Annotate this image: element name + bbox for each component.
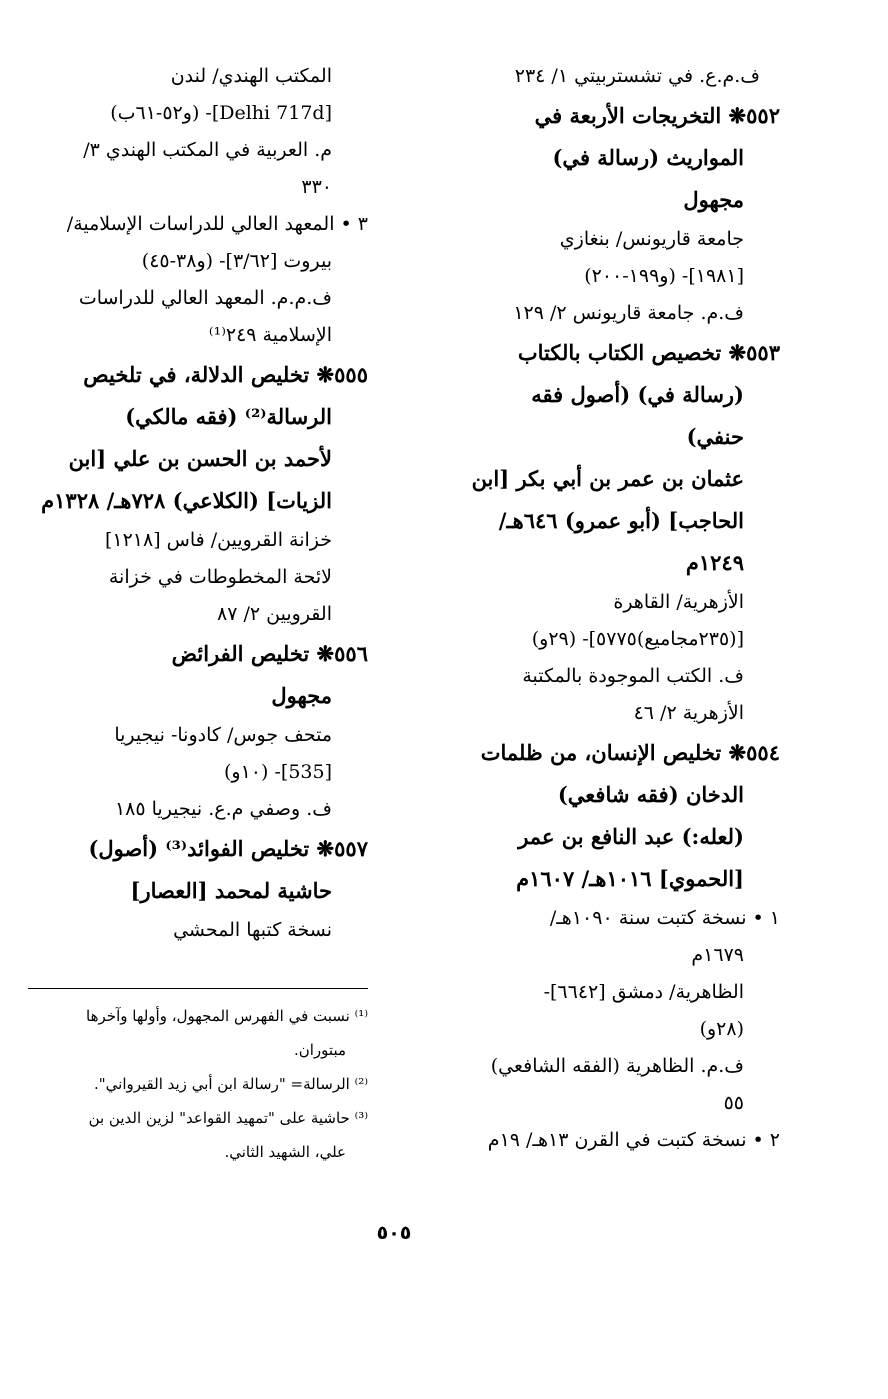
left-column-line: لائحة المخطوطات في خزانة bbox=[108, 566, 332, 588]
right-column-line: ١٦٧٩م bbox=[691, 944, 744, 966]
left-column-line: مجهول bbox=[271, 683, 332, 708]
left-column-line: ٥٥٥❋ تخليص الدلالة، في تلخيص bbox=[83, 362, 368, 387]
left-column-line: ف.م.م. المعهد العالي للدراسات bbox=[78, 287, 332, 309]
left-column-line: ٥٥٦❋ تخليص الفرائض bbox=[171, 641, 368, 666]
right-column-line: ٥٥٢❋ التخريجات الأربعة في bbox=[534, 103, 780, 128]
right-column-line: الأزهرية ٢/ ٤٦ bbox=[633, 702, 744, 724]
left-column-line: [Delhi 717d]- (و٥٢-٦١ب) bbox=[110, 102, 332, 124]
right-column-line: ٢ • نسخة كتبت في القرن ١٣هـ/ ١٩م bbox=[487, 1129, 780, 1151]
right-column-line: (لعله:) عبد النافع بن عمر bbox=[518, 824, 744, 849]
right-column-line: ف.م.ع. في تشستربيتي ١/ ٢٣٤ bbox=[514, 65, 760, 87]
right-column-line: ١٢٤٩م bbox=[685, 550, 744, 575]
right-column-line: [الحموي] ١٠١٦هـ/ ١٦٠٧م bbox=[516, 866, 744, 891]
left-column-line: متحف جوس/ كادونا- نيجيريا bbox=[114, 724, 332, 746]
left-column-line: ٣ • المعهد العالي للدراسات الإسلامية/ bbox=[66, 213, 368, 235]
left-column-line: [535]- (١٠و) bbox=[224, 761, 332, 783]
right-column-line: ١ • نسخة كتبت سنة ١٠٩٠هـ/ bbox=[549, 907, 780, 929]
right-column-line: جامعة قاريونس/ بنغازي bbox=[559, 228, 744, 250]
left-column-line: ٣٣٠ bbox=[301, 176, 332, 198]
right-column-line: ف. الكتب الموجودة بالمكتبة bbox=[522, 665, 744, 687]
right-column-line: (٢٨و) bbox=[699, 1018, 744, 1040]
right-column-line: المواريث (رسالة في) bbox=[552, 145, 744, 170]
left-column-line: حاشية لمحمد [العصار] bbox=[130, 878, 332, 903]
left-column-line: القرويين ٢/ ٨٧ bbox=[217, 603, 332, 625]
right-column-line: الدخان (فقه شافعي) bbox=[557, 782, 744, 807]
footnote-line: ⁽³⁾ حاشية على "تمهيد القواعد" لزين الدين بن bbox=[88, 1109, 368, 1127]
left-column-line: الإسلامية ٢٤٩⁽¹⁾ bbox=[208, 324, 332, 346]
right-column-line: ٥٥ bbox=[723, 1092, 744, 1114]
left-column-line: الزيات] (الكلاعي) ٧٢٨هـ/ ١٣٢٨م bbox=[41, 488, 332, 513]
right-column-line: الأزهرية/ القاهرة bbox=[613, 591, 744, 613]
left-column-line: م. العربية في المكتب الهندي ٣/ bbox=[83, 139, 332, 161]
left-column-line: ٥٥٧❋ تخليص الفوائد⁽³⁾ (أصول) bbox=[88, 836, 368, 861]
right-column bbox=[412, 58, 780, 1159]
footnote-line: ⁽²⁾ الرسالة= "رسالة ابن أبي زيد القيرواني". bbox=[93, 1075, 368, 1093]
right-column-line: ف.م. جامعة قاريونس ٢/ ١٢٩ bbox=[513, 302, 744, 324]
right-column-line: ٥٥٤❋ تخليص الإنسان، من ظلمات bbox=[480, 740, 780, 765]
left-column-line: الرسالة⁽²⁾ (فقه مالكي) bbox=[125, 404, 332, 429]
right-column-line: عثمان بن عمر بن أبي بكر [ابن bbox=[471, 466, 744, 491]
footnotes bbox=[28, 988, 368, 1169]
right-column-line: (رسالة في) (أصول فقه bbox=[531, 382, 744, 407]
left-column-line: بيروت [٣/٦٢]- (و٣٨-٤٥) bbox=[141, 250, 332, 272]
left-column-line: نسخة كتبها المحشي bbox=[173, 919, 332, 941]
left-column bbox=[28, 58, 368, 949]
left-column-line: خزانة القرويين/ فاس [١٢١٨] bbox=[104, 529, 332, 551]
right-column-line: [١٩٨١]- (و١٩٩-٢٠٠) bbox=[584, 265, 744, 287]
footnote-line: ⁽¹⁾ نسبت في الفهرس المجهول، وأولها وآخرها bbox=[86, 1007, 368, 1025]
page-number: ٥٠٥ bbox=[376, 1222, 412, 1244]
right-column-line: الحاجب] (أبو عمرو) ٦٤٦هـ/ bbox=[498, 508, 744, 533]
right-column-line: [(٢٣٥مجاميع)٥٧٧٥]- (٢٩و) bbox=[531, 628, 744, 650]
right-column-line: ف.م. الظاهرية (الفقه الشافعي) bbox=[490, 1055, 744, 1077]
right-column-line: حنفي) bbox=[686, 424, 744, 449]
left-column-line: المكتب الهندي/ لندن bbox=[170, 65, 332, 87]
left-column-line: ف. وصفي م.ع. نيجيريا ١٨٥ bbox=[114, 798, 332, 820]
footnote-line: مبتوران. bbox=[293, 1041, 346, 1059]
right-column-line: مجهول bbox=[683, 187, 744, 212]
right-column-line: ٥٥٣❋ تخصيص الكتاب بالكتاب bbox=[517, 340, 780, 365]
left-column-line: لأحمد بن الحسن بن علي [ابن bbox=[68, 446, 332, 471]
right-column-line: الظاهرية/ دمشق [٦٦٤٢]- bbox=[543, 981, 744, 1003]
footnote-line: علي، الشهيد الثاني. bbox=[224, 1143, 346, 1161]
